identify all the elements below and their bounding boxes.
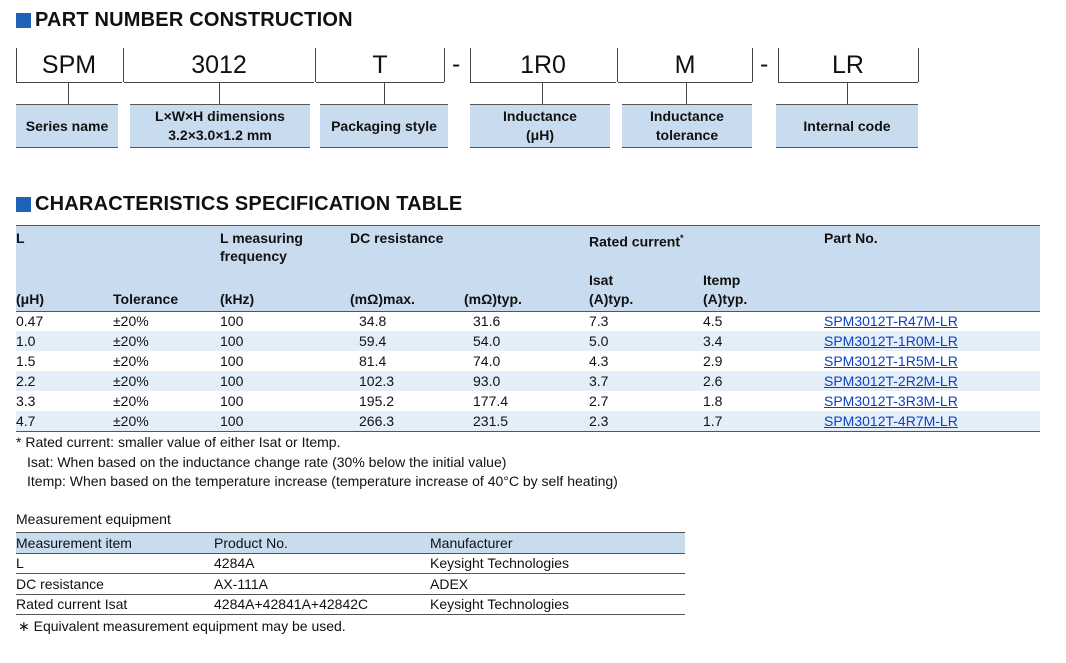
pn-segment-text: SPM (41, 50, 97, 79)
cell-dc-typ: 93.0 (473, 373, 501, 389)
header-rated-text: Rated current (589, 233, 681, 250)
cell-tolerance: ±20% (113, 333, 149, 349)
header-dc-resistance: DC resistance (350, 230, 444, 246)
cell-manufacturer: Keysight Technologies (430, 596, 570, 612)
pn-segment-text: 1R0 (520, 50, 566, 79)
cell-dc-max: 81.4 (359, 353, 387, 369)
pn-dash: - (452, 50, 461, 78)
header-measurement-item: Measurement item (16, 535, 132, 551)
pn-separator (918, 48, 919, 82)
pn-segment-inductance (470, 48, 616, 83)
measurement-title: Measurement equipment (16, 511, 171, 527)
header-frequency-2: frequency (220, 248, 287, 264)
table-row (16, 371, 1040, 391)
cell-itemp: 2.6 (703, 373, 723, 389)
header-frequency-1: L measuring (220, 230, 303, 246)
pn-segment-dimensions (124, 48, 314, 83)
pn-label-text: Packaging style (331, 117, 437, 134)
table-row (16, 331, 1040, 351)
header-dc-max: (mΩ)max. (350, 291, 415, 307)
pn-label-packaging (320, 104, 448, 148)
header-rated-current (589, 229, 684, 251)
pn-label-text: Series name (25, 117, 109, 134)
pn-separator (16, 48, 17, 82)
header-product-no: Product No. (214, 535, 288, 551)
pn-label-text: tolerance (655, 127, 719, 143)
cell-product-no: 4284A (214, 555, 255, 571)
pn-label-tolerance (622, 104, 752, 148)
header-isat-unit: (A)typ. (589, 291, 634, 307)
pn-segment-series (16, 48, 122, 83)
pn-label-inductance (470, 104, 610, 148)
pn-connector-line (68, 82, 69, 104)
cell-product-no: 4284A+42841A+42842C (214, 596, 369, 612)
spec-section-title (16, 193, 462, 216)
pn-label-internal (776, 104, 918, 148)
pn-label-text: (μH) (526, 127, 554, 143)
pn-label-text: Inductance (503, 108, 577, 124)
cell-tolerance: ±20% (113, 413, 149, 429)
cell-frequency: 100 (220, 393, 244, 409)
cell-l: 1.0 (16, 333, 36, 349)
pn-segment-text: 3012 (191, 50, 247, 79)
part-number-link[interactable]: SPM3012T-4R7M-LR (824, 413, 958, 429)
pn-segment-internal (778, 48, 918, 83)
pn-separator (778, 48, 779, 82)
cell-l: 0.47 (16, 313, 44, 329)
pn-separator (617, 48, 618, 82)
table-row (16, 574, 685, 595)
pn-connector-line (542, 82, 543, 104)
cell-dc-typ: 231.5 (473, 413, 509, 429)
spec-table-header (16, 225, 1040, 312)
cell-manufacturer: ADEX (430, 576, 469, 592)
table-row (16, 391, 1040, 411)
cell-l: 2.2 (16, 373, 36, 389)
cell-itemp: 2.9 (703, 353, 723, 369)
cell-tolerance: ±20% (113, 373, 149, 389)
part-number-link[interactable]: SPM3012T-2R2M-LR (824, 373, 958, 389)
cell-dc-max: 195.2 (359, 393, 395, 409)
part-number-section-title (16, 9, 353, 32)
cell-tolerance: ±20% (113, 353, 149, 369)
header-l-unit: (μH) (16, 291, 44, 307)
table-row (16, 411, 1040, 432)
cell-l: 1.5 (16, 353, 36, 369)
header-itemp-unit: (A)typ. (703, 291, 748, 307)
pn-segment-text: M (674, 50, 696, 79)
cell-measurement-item: L (16, 555, 24, 571)
pn-segment-text: LR (832, 50, 864, 79)
cell-l: 4.7 (16, 413, 36, 429)
header-itemp: Itemp (703, 272, 741, 288)
cell-itemp: 1.8 (703, 393, 723, 409)
cell-isat: 7.3 (589, 313, 609, 329)
pn-separator (123, 48, 124, 82)
cell-frequency: 100 (220, 353, 244, 369)
cell-dc-max: 102.3 (359, 373, 395, 389)
pn-separator (470, 48, 471, 82)
cell-dc-typ: 54.0 (473, 333, 501, 349)
header-part-no: Part No. (824, 230, 878, 246)
header-dc-typ: (mΩ)typ. (464, 291, 522, 307)
pn-segment-tolerance (618, 48, 752, 83)
pn-label-text: 3.2×3.0×1.2 mm (168, 127, 272, 143)
spec-note-itemp: Itemp: When based on the temperature increase (temperature increase of 40°C by self heating) (27, 473, 618, 489)
pn-separator (444, 48, 445, 82)
pn-label-text: L×W×H dimensions (155, 108, 285, 124)
cell-measurement-item: DC resistance (16, 576, 104, 592)
header-tolerance: Tolerance (113, 291, 179, 307)
pn-connector-line (384, 82, 385, 104)
pn-connector-line (847, 82, 848, 104)
header-frequency-unit: (kHz) (220, 291, 255, 307)
pn-label-text: Inductance (650, 108, 724, 124)
measurement-note: ∗ Equivalent measurement equipment may be used. (18, 618, 346, 634)
cell-dc-typ: 74.0 (473, 353, 501, 369)
section-square-icon (16, 197, 31, 212)
cell-measurement-item: Rated current Isat (16, 596, 128, 612)
part-number-link[interactable]: SPM3012T-R47M-LR (824, 313, 958, 329)
cell-frequency: 100 (220, 313, 244, 329)
part-number-link[interactable]: SPM3012T-1R5M-LR (824, 353, 958, 369)
header-manufacturer: Manufacturer (430, 535, 513, 551)
pn-label-series (16, 104, 118, 148)
cell-isat: 2.7 (589, 393, 609, 409)
cell-itemp: 1.7 (703, 413, 723, 429)
pn-connector-line (219, 82, 220, 104)
cell-dc-max: 34.8 (359, 313, 387, 329)
measurement-table-header (16, 532, 685, 554)
header-rated-mark: * (680, 233, 684, 243)
cell-frequency: 100 (220, 413, 244, 429)
pn-separator (752, 48, 753, 82)
cell-tolerance: ±20% (113, 313, 149, 329)
spec-note-rated: * Rated current: smaller value of either Isat or Itemp. (16, 434, 341, 450)
table-row (16, 553, 685, 574)
part-number-link[interactable]: SPM3012T-3R3M-LR (824, 393, 958, 409)
pn-label-dimensions (130, 104, 310, 148)
spec-note-isat: Isat: When based on the inductance change rate (30% below the initial value) (27, 454, 507, 470)
spec-title: CHARACTERISTICS SPECIFICATION TABLE (35, 193, 463, 215)
cell-frequency: 100 (220, 373, 244, 389)
cell-dc-max: 266.3 (359, 413, 395, 429)
part-number-title: PART NUMBER CONSTRUCTION (35, 9, 353, 31)
cell-dc-max: 59.4 (359, 333, 387, 349)
cell-itemp: 4.5 (703, 313, 723, 329)
cell-isat: 4.3 (589, 353, 609, 369)
pn-dash: - (760, 50, 769, 78)
cell-tolerance: ±20% (113, 393, 149, 409)
header-isat: Isat (589, 272, 614, 288)
table-row (16, 594, 685, 615)
cell-isat: 3.7 (589, 373, 609, 389)
pn-segment-text: T (372, 50, 388, 79)
section-square-icon (16, 13, 31, 28)
cell-isat: 2.3 (589, 413, 609, 429)
pn-segment-packaging (316, 48, 444, 83)
cell-manufacturer: Keysight Technologies (430, 555, 570, 571)
table-row (16, 351, 1040, 371)
cell-dc-typ: 31.6 (473, 313, 501, 329)
header-l: L (16, 230, 25, 246)
cell-frequency: 100 (220, 333, 244, 349)
cell-itemp: 3.4 (703, 333, 723, 349)
cell-dc-typ: 177.4 (473, 393, 509, 409)
pn-connector-line (686, 82, 687, 104)
part-number-link[interactable]: SPM3012T-1R0M-LR (824, 333, 958, 349)
pn-separator (315, 48, 316, 82)
table-row (16, 311, 1040, 331)
pn-label-text: Internal code (803, 117, 891, 134)
cell-isat: 5.0 (589, 333, 609, 349)
cell-l: 3.3 (16, 393, 36, 409)
cell-product-no: AX-111A (214, 576, 268, 592)
